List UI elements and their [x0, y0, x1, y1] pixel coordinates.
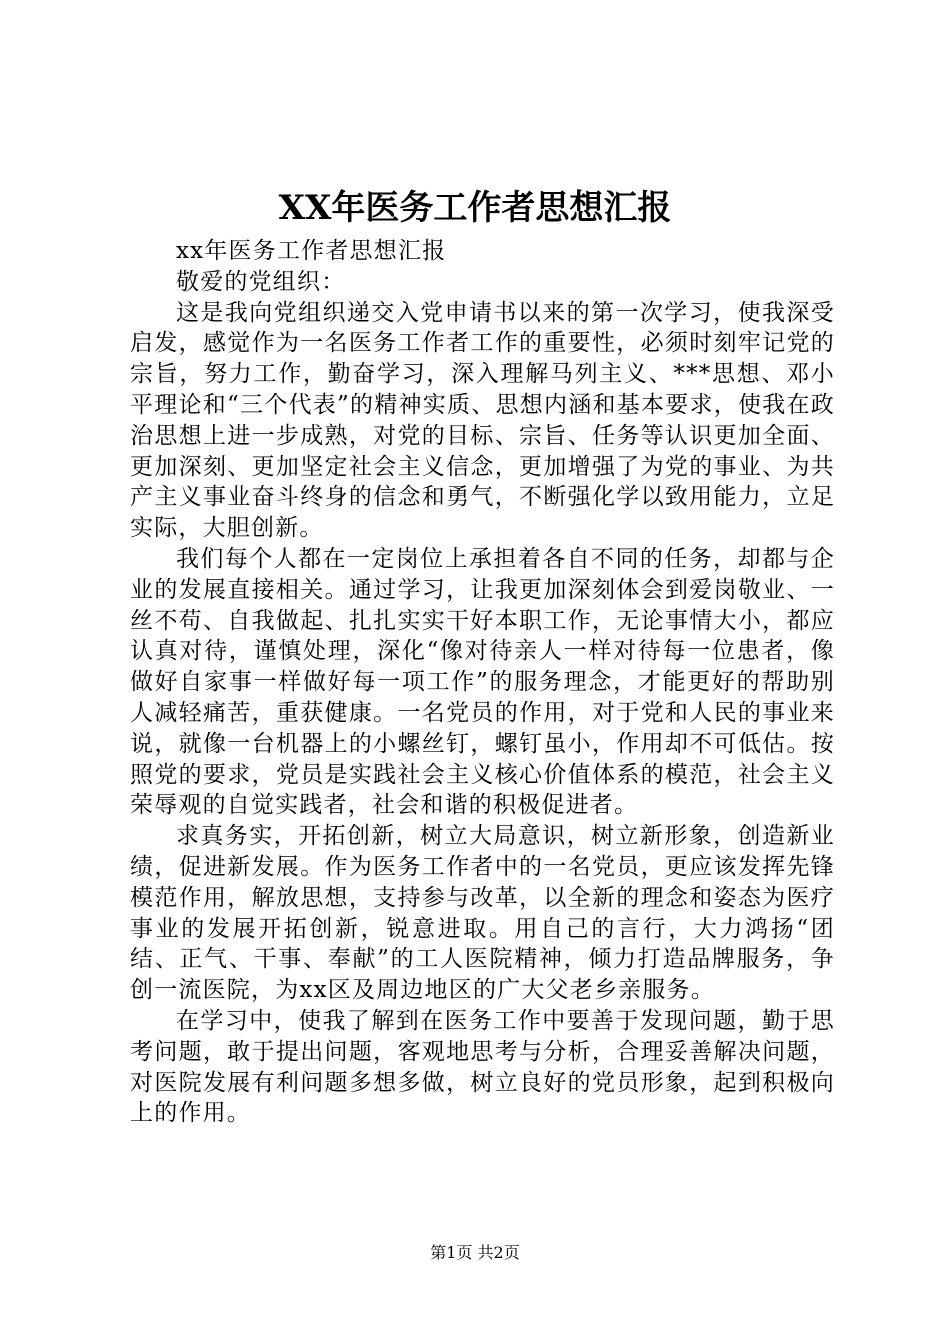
paragraph-2: 我们每个人都在一定岗位上承担着各自不同的任务，却都与企业的发展直接相关。通过学习，让我更加深刻体会到爱岗敬业、一丝不苟、自我做起、扎扎实实干好本职工作，无论事情大小，都应认真对待，谨慎处理，深化“像对待亲人一样对待每一位患者，像做好自家事一样做好每一项工作”的服务理念，才能更好的帮助别人减轻痛苦，重获健康。一名党员的作用，对于党和人民的事业来说，就像一台机器上的小螺丝钉，螺钉虽小，作用却不可低估。按照党的要求，党员是实践社会主义核心价值体系的模范，社会主义荣辱观的自觉实践者，社会和谐的积极促进者。 [130, 545, 835, 819]
page-indicator: 第1页 共2页 [430, 1243, 520, 1262]
paragraph-1: 这是我向党组织递交入党申请书以来的第一次学习，使我深受启发，感觉作为一名医务工作者工作的重要性，必须时刻牢记党的宗旨，努力工作，勤奋学习，深入理解马列主义、***思想、邓小平理论和“三个代表”的精神实质、思想内涵和基本要求，使我在政治思想上进一步成熟，对党的目标、宗旨、任务等认识更加全面、更加深刻、更加坚定社会主义信念，更加增强了为党的事业、为共产主义事业奋斗终身的信念和勇气，不断强化学以致用能力，立足实际，大胆创新。 [130, 299, 835, 542]
document-body [130, 236, 835, 1129]
document-subtitle: xx年医务工作者思想汇报 [176, 238, 447, 264]
paragraph-3: 求真务实，开拓创新，树立大局意识，树立新形象，创造新业绩，促进新发展。作为医务工作者中的一名党员，更应该发挥先锋模范作用，解放思想，支持参与改革，以全新的理念和姿态为医疗事业的发展开拓创新，锐意进取。用自己的言行，大力鸿扬“团结、正气、干事、奉献”的工人医院精神，倾力打造品牌服务，争创一流医院，为xx区及周边地区的广大父老乡亲服务。 [130, 823, 835, 1004]
paragraph-4: 在学习中，使我了解到在医务工作中要善于发现问题，勤于思考问题，敢于提出问题，客观地思考与分析，合理妥善解决问题，对医院发展有利问题多想多做，树立良好的党员形象，起到积极向上的作用。 [130, 1007, 835, 1127]
page-footer [0, 1241, 950, 1265]
document-title: XX年医务工作者思想汇报 [278, 188, 672, 228]
salutation: 敬爱的党组织： [176, 268, 346, 295]
